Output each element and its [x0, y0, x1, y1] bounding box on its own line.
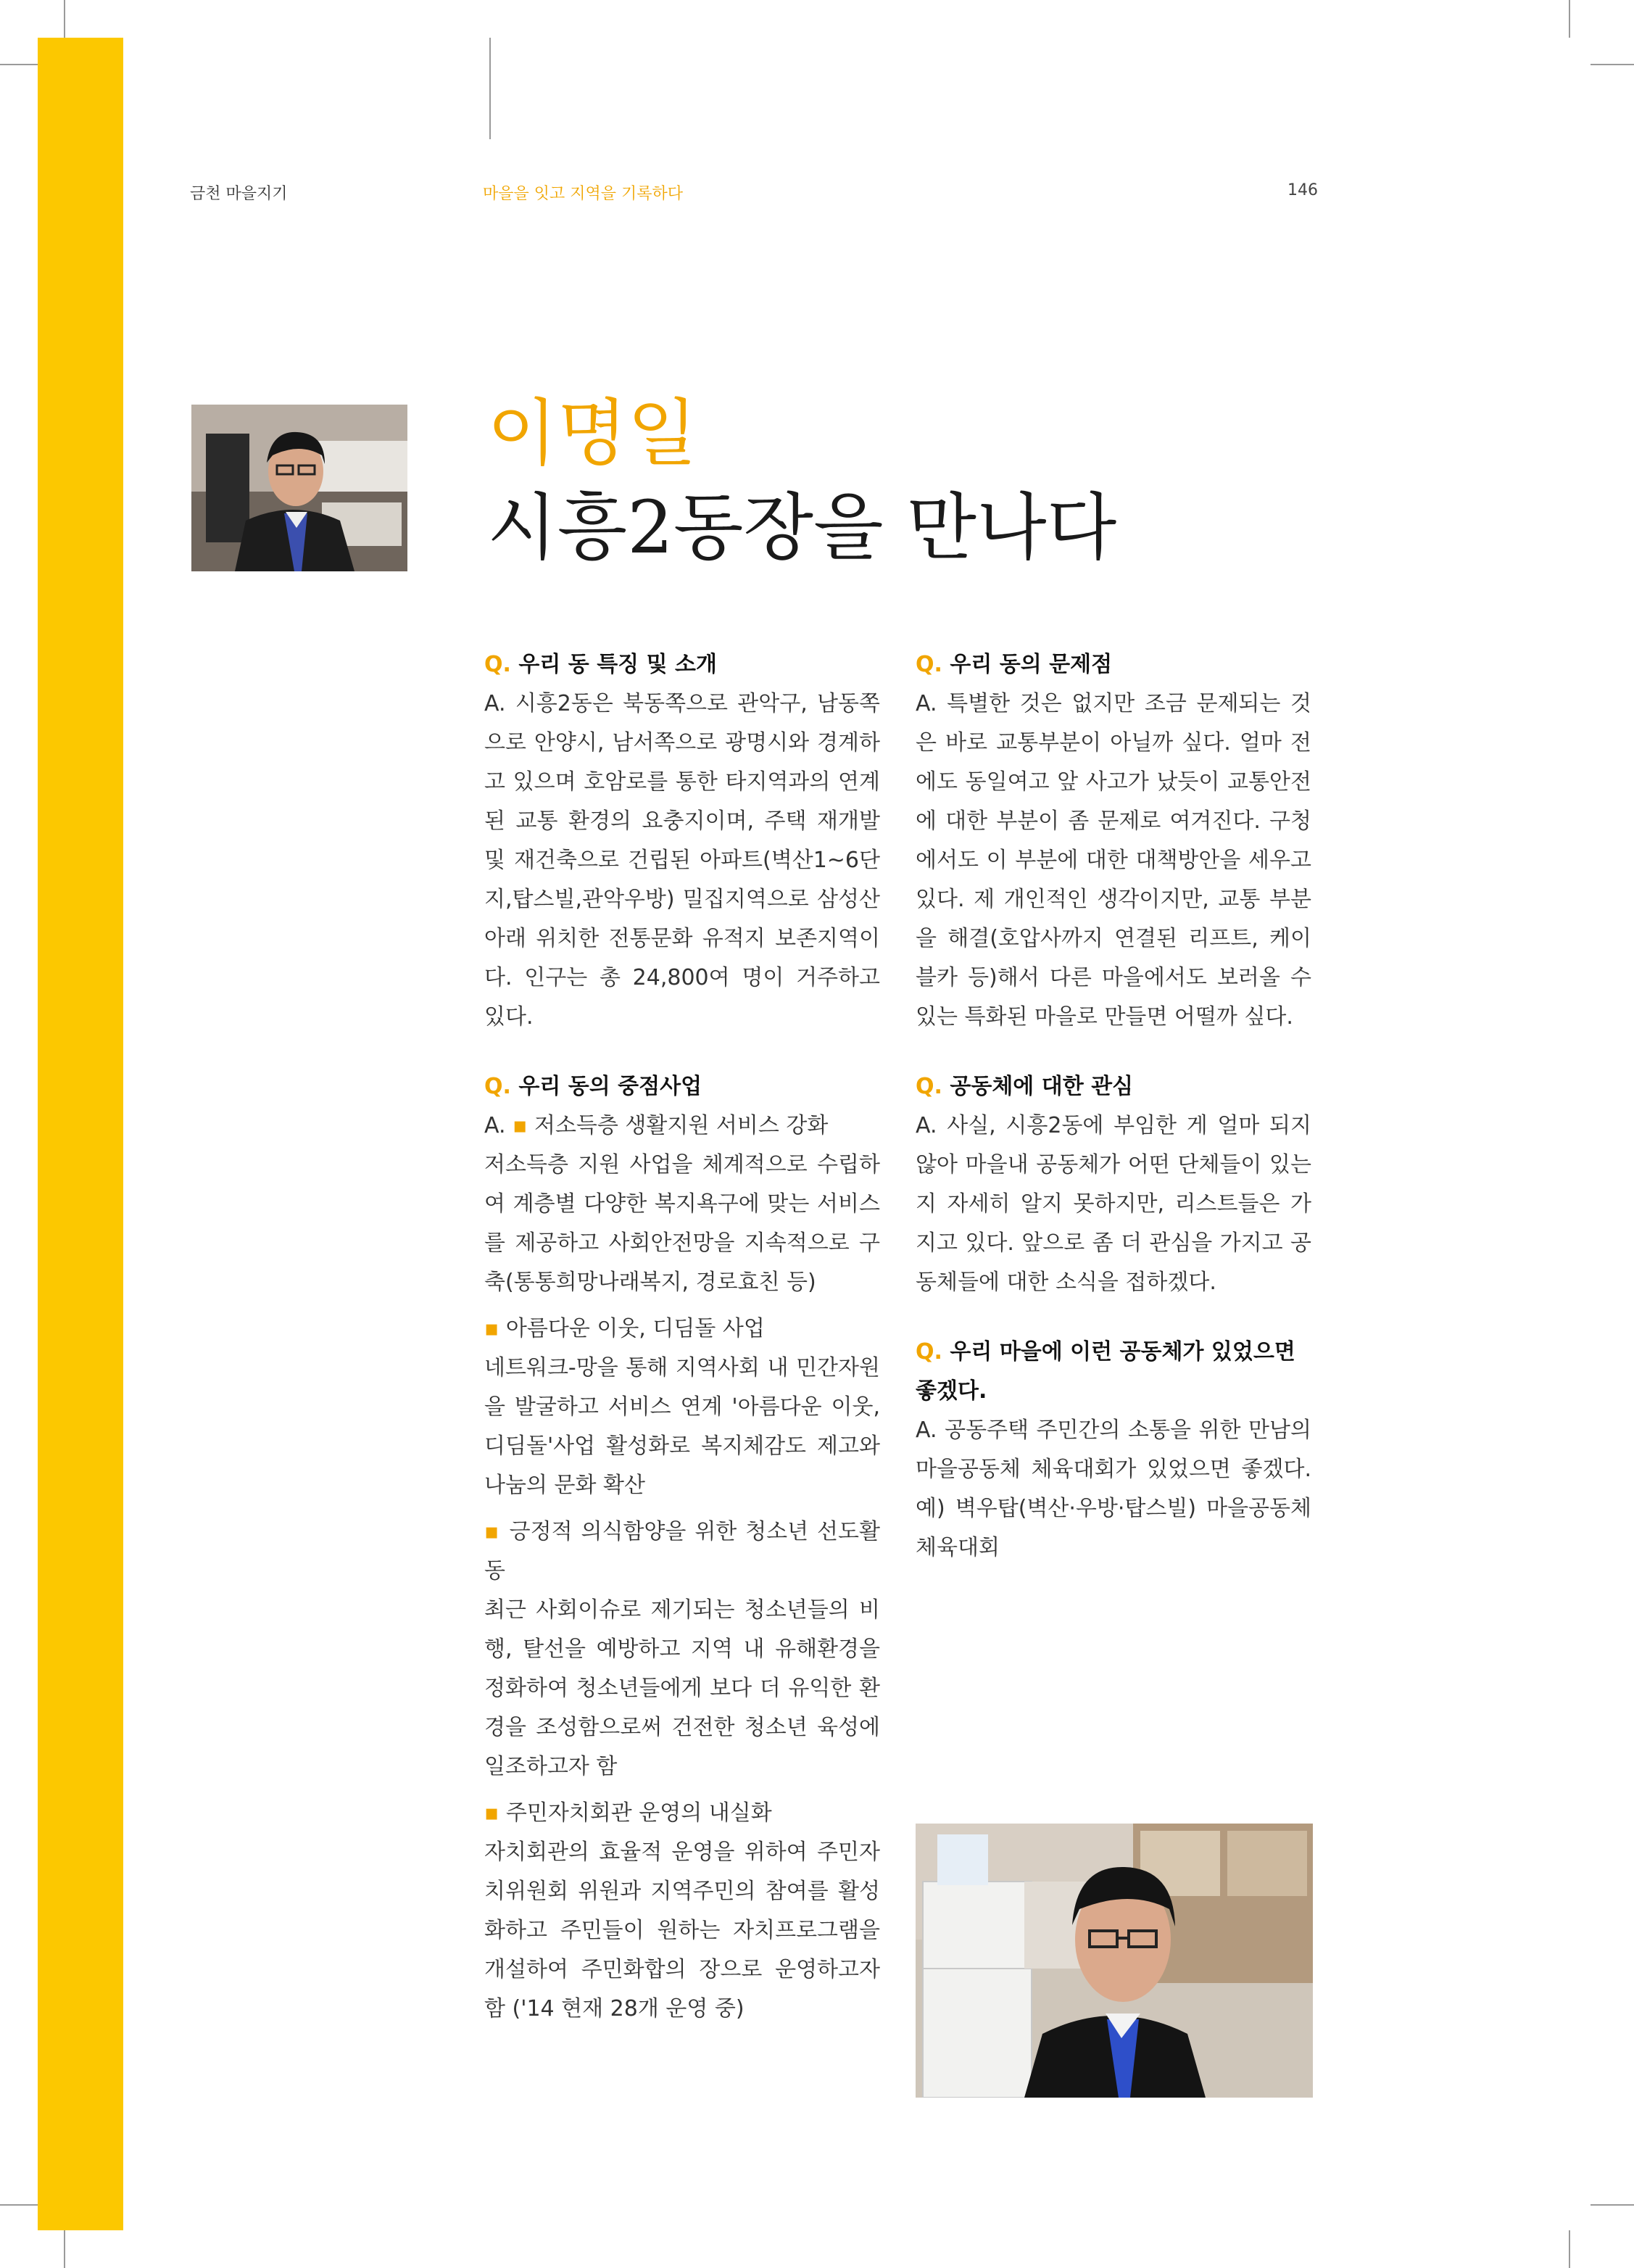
yellow-side-bar: [38, 38, 123, 2230]
q-marker: Q.: [916, 1339, 942, 1365]
q-marker: Q.: [484, 1074, 511, 1099]
qa-block-key-projects: [484, 1067, 880, 2029]
bullet-icon: ▪: [484, 1800, 499, 1826]
project-item-body: 최근 사회이슈로 제기되는 청소년들의 비행, 탈선을 예방하고 지역 내 유해환경을 정화하여 청소년들에게 보다 더 유익한 환경을 조성함으로써 건전한 청소년 육성에 일조하고자 함: [484, 1597, 880, 1779]
crop-mark: [1591, 64, 1634, 65]
question-heading: [916, 1333, 1311, 1411]
qa-block-community-interest: [916, 1067, 1311, 1302]
q-marker: Q.: [916, 1074, 942, 1099]
question-text: 공동체에 대한 관심: [950, 1074, 1134, 1099]
project-title: 저소득층 생활지원 서비스 강화: [534, 1113, 829, 1138]
q-marker: Q.: [484, 652, 511, 677]
question-heading: [484, 1067, 880, 1106]
right-column: [916, 645, 1311, 1598]
page-number: 146: [1287, 181, 1318, 199]
crop-mark: [64, 2230, 65, 2268]
qa-block-wished-community: [916, 1333, 1311, 1568]
bullet-icon: ▪: [484, 1316, 499, 1341]
question-heading: [916, 645, 1311, 684]
answer-prefix: A.: [484, 1113, 506, 1138]
portrait-photo-small: [191, 405, 407, 571]
question-heading: [916, 1067, 1311, 1106]
center-rule: [489, 38, 491, 139]
running-head-left: 금천 마을지기: [190, 185, 288, 203]
bullet-icon: ▪: [513, 1113, 528, 1138]
crop-mark: [64, 0, 65, 38]
qa-block-features: [484, 645, 880, 1037]
running-head-center: 마을을 잇고 지역을 기록하다: [483, 185, 684, 203]
q-marker: Q.: [916, 652, 942, 677]
project-title: 긍정적 의식함양을 위한 청소년 선도활동: [484, 1519, 880, 1584]
portrait-photo-large: [916, 1824, 1313, 2098]
crop-mark: [1569, 0, 1570, 38]
project-item-title: [484, 1512, 880, 1591]
project-item-title: [484, 1309, 880, 1349]
question-heading: [484, 645, 880, 684]
answer-text: A. 사실, 시흥2동에 부임한 게 얼마 되지 않아 마을내 공동체가 어떤 단체들이 있는지 자세히 알지 못하지만, 리스트들은 가지고 있다. 앞으로 좀 더 관심을 가지고 공동체들에 대한 소식을 접하겠다.: [916, 1113, 1311, 1295]
bullet-icon: ▪: [484, 1519, 501, 1544]
project-title: 주민자치회관 운영의 내실화: [505, 1800, 772, 1826]
crop-mark: [1591, 2204, 1634, 2206]
question-text: 우리 동의 중점사업: [518, 1074, 702, 1099]
qa-block-problems: [916, 645, 1311, 1037]
project-title: 아름다운 이웃, 디딤돌 사업: [505, 1316, 765, 1341]
project-item-title: [484, 1106, 880, 1146]
project-item-title: [484, 1794, 880, 1833]
project-item-body: 자치회관의 효율적 운영을 위하여 주민자치위원회 위원과 지역주민의 참여를 활성화하고 주민들이 원하는 자치프로그램을 개설하여 주민화합의 장으로 운영하고자 함 ('14 현재 28개 운영 중): [484, 1839, 880, 2021]
answer-text: A. 공동주택 주민간의 소통을 위한 만남의 마을공동체 체육대회가 있었으면 좋겠다. 예) 벽우탑(벽산·우방·탑스빌) 마을공동체 체육대회: [916, 1418, 1311, 1560]
crop-mark: [1569, 2230, 1570, 2268]
project-item-body: 네트워크-망을 통해 지역사회 내 민간자원을 발굴하고 서비스 연계 '아름다운 이웃, 디딤돌'사업 활성화로 복지체감도 제고와 나눔의 문화 확산: [484, 1355, 880, 1498]
answer-text: A. 특별한 것은 없지만 조금 문제되는 것은 바로 교통부분이 아닐까 싶다. 얼마 전에도 동일여고 앞 사고가 났듯이 교통안전에 대한 부분이 좀 문제로 여겨진다. 구청에서도 이 부분에 대한 대책방안을 세우고 있다. 제 개인적인 생각이지만, 교통 부분을 해결(호압사까지 연결된 리프트, 케이블카 등)해서 다른 마을에서도 보러올 수 있는 특화된 마을로 만들면 어떨까 싶다.: [916, 691, 1311, 1030]
headline-name: 이명일: [487, 391, 697, 476]
left-column: [484, 645, 880, 2059]
question-text: 우리 동 특징 및 소개: [518, 652, 717, 677]
answer-text: A. 시흥2동은 북동쪽으로 관악구, 남동쪽으로 안양시, 남서쪽으로 광명시와 경계하고 있으며 호암로를 통한 타지역과의 연계된 교통 환경의 요충지이며, 주택 재개발 및 재건축으로 건립된 아파트(벽산1~6단지,탑스빌,관악우방) 밀집지역으로 삼성산 아래 위치한 전통문화 유적지 보존지역이다. 인구는 총 24,800여 명이 거주하고 있다.: [484, 691, 880, 1030]
headline-subtitle: 시흥2동장을 만나다: [487, 485, 1117, 570]
question-text: 우리 동의 문제점: [950, 652, 1113, 677]
question-text: 우리 마을에 이런 공동체가 있었으면 좋겠다.: [916, 1339, 1295, 1404]
crop-mark: [0, 64, 43, 65]
crop-mark: [0, 2204, 43, 2206]
project-item-body: 저소득층 지원 사업을 체계적으로 수립하여 계층별 다양한 복지욕구에 맞는 서비스를 제공하고 사회안전망을 지속적으로 구축(통통희망나래복지, 경로효친 등): [484, 1152, 880, 1295]
